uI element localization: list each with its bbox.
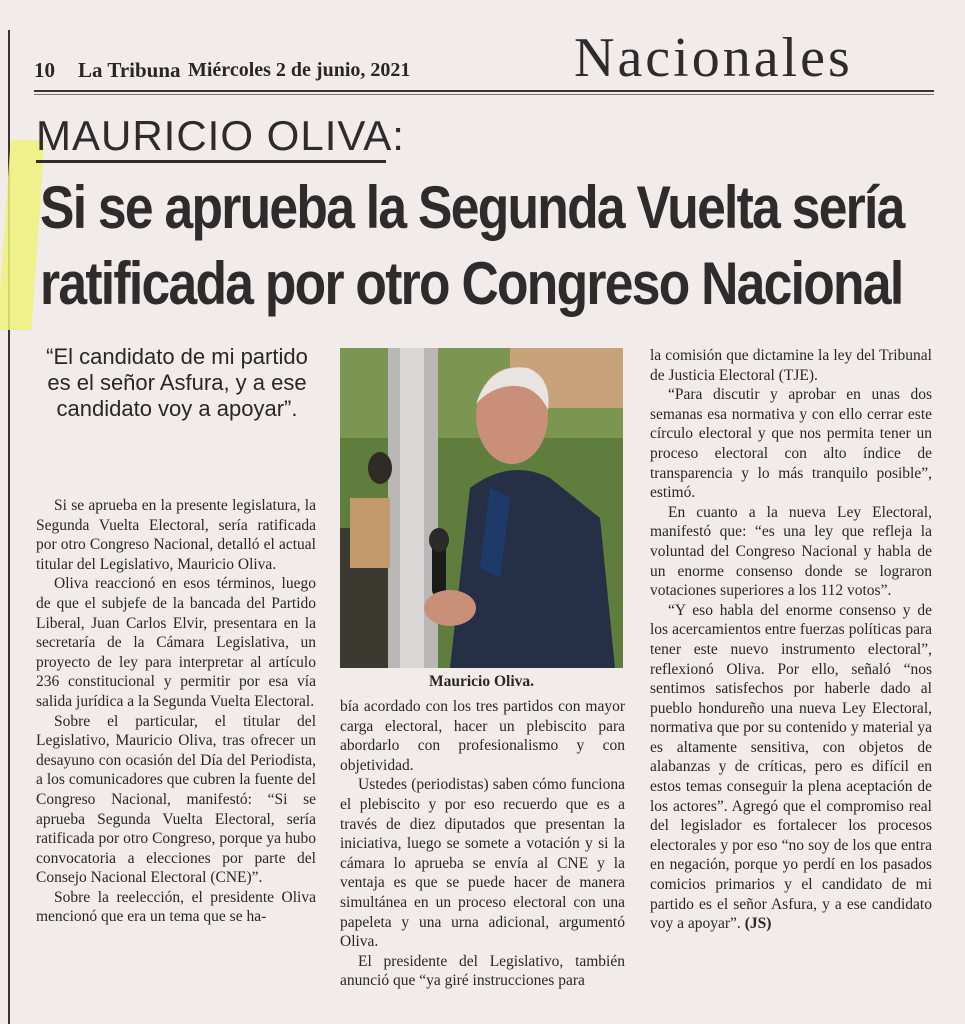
article-headline	[40, 170, 904, 322]
pull-quote: “El candidato de mi partido es el señor Asfura, y a ese candidato voy a apoyar”.	[46, 344, 308, 421]
article-photo	[340, 348, 623, 668]
paragraph-text: “Y eso habla del enorme consenso y de los acercamientos entre fuerzas políticas para tener este nuevo instrumento electoral”, reflexionó Oliva. Por ello, señaló “nos sentimos satisfechos por haberle dado al pueblo hondureño una nueva Ley Electoral, normativa que por su contenido y material ya es altamente sensitiva, con objetos de alabanzas y de críticas, pero es difícil en estos temas conseguir la plena aceptación de los actores”. Agregó que el compromiso real del legislador es fortalecer los procesos electorales y por eso “no soy de los que entra en negación, porque yo perdí en los pasados comicios primarios y el candidato de mi partido es el señor Asfura, y a ese candidato voy a apoyar”.	[650, 601, 932, 933]
paragraph	[650, 601, 932, 934]
paragraph: bía acordado con los tres partidos con mayor carga electoral, hacer un plebiscito para abordarlo con profesionalismo y con objetividad.	[340, 698, 625, 774]
photo-caption: Mauricio Oliva.	[428, 673, 535, 690]
page-header	[34, 28, 934, 100]
highlighter-mark	[0, 140, 45, 330]
paragraph: Si se aprueba en la presente legislatura, la Segunda Vuelta Electoral, sería ratificada por otro Congreso Nacional, detalló el actual titular del Legislativo, Mauricio Oliva.	[36, 497, 316, 573]
paragraph: la comisión que dictamine la ley del Tribunal de Justicia Electoral (TJE).	[650, 347, 932, 384]
author-signature: (JS)	[744, 915, 772, 933]
section-title: Nacionales	[574, 27, 853, 89]
issue-date: Miércoles 2 de junio, 2021	[188, 59, 411, 81]
paragraph: El presidente del Legislativo, también anunció que “ya giré instrucciones para	[340, 952, 625, 990]
page-number: 10	[34, 58, 55, 82]
paragraph: “Para discutir y aprobar en unas dos semanas esa normativa y con ello cerrar este círculo electoral y que nos permita tener un proceso electoral con alto índice de transparencia y lo más tranquilo posible”, estimó.	[650, 386, 932, 502]
article-column-1	[36, 496, 316, 927]
paragraph: Oliva reaccionó en esos términos, luego de que el subjefe de la bancada del Partido Liberal, Juan Carlos Elvir, presentara en la secretaría de la Cámara Legislativa, un proyecto de ley para interpretar al artículo 236 constitucional y permitir por esa vía salida jurídica a la Segunda Vuelta Electoral.	[36, 575, 316, 710]
headline-line-1: Si se aprueba la Segunda Vuelta sería	[40, 174, 904, 241]
paragraph: Sobre la reelección, el presidente Oliva mencionó que era un tema que se ha-	[36, 888, 316, 926]
kicker-underline	[36, 160, 386, 163]
article-column-2	[340, 697, 625, 991]
header-rule	[34, 90, 934, 92]
newspaper-name: La Tribuna	[78, 58, 181, 82]
photo-illustration	[340, 348, 623, 668]
paragraph: En cuanto a la nueva Ley Electoral, manifestó que: “es una ley que refleja la voluntad del Congreso Nacional y habla de un enorme consenso donde se lograron votaciones superiores a los 112 votos”.	[650, 503, 932, 600]
headline-line-2: ratificada por otro Congreso Nacional	[40, 250, 903, 317]
article-column-3	[650, 346, 932, 934]
article-kicker: MAURICIO OLIVA:	[36, 112, 405, 159]
paragraph: Ustedes (periodistas) saben cómo funciona el plebiscito y por eso recuerdo que es a través de diez diputados que presentan la iniciativa, luego se somete a votación y si la cámara lo aprueba se envía al CNE y la ventaja es que se puede hacer de manera simultánea en un proceso electoral con una papeleta y una urna adicional, argumentó Oliva.	[340, 776, 625, 951]
paragraph: Sobre el particular, el titular del Legislativo, Mauricio Oliva, tras ofrecer un desayuno con ocasión del Día del Periodista, a los comunicadores que cubren la fuente del Congreso Nacional, manifestó: “Si se aprueba Segunda Vuelta Electoral, sería ratificada por otro Congreso, porque ya hubo convocatoria a elecciones por parte del Consejo Nacional Electoral (CNE)”.	[36, 712, 316, 887]
header-rule-thin	[34, 94, 934, 95]
